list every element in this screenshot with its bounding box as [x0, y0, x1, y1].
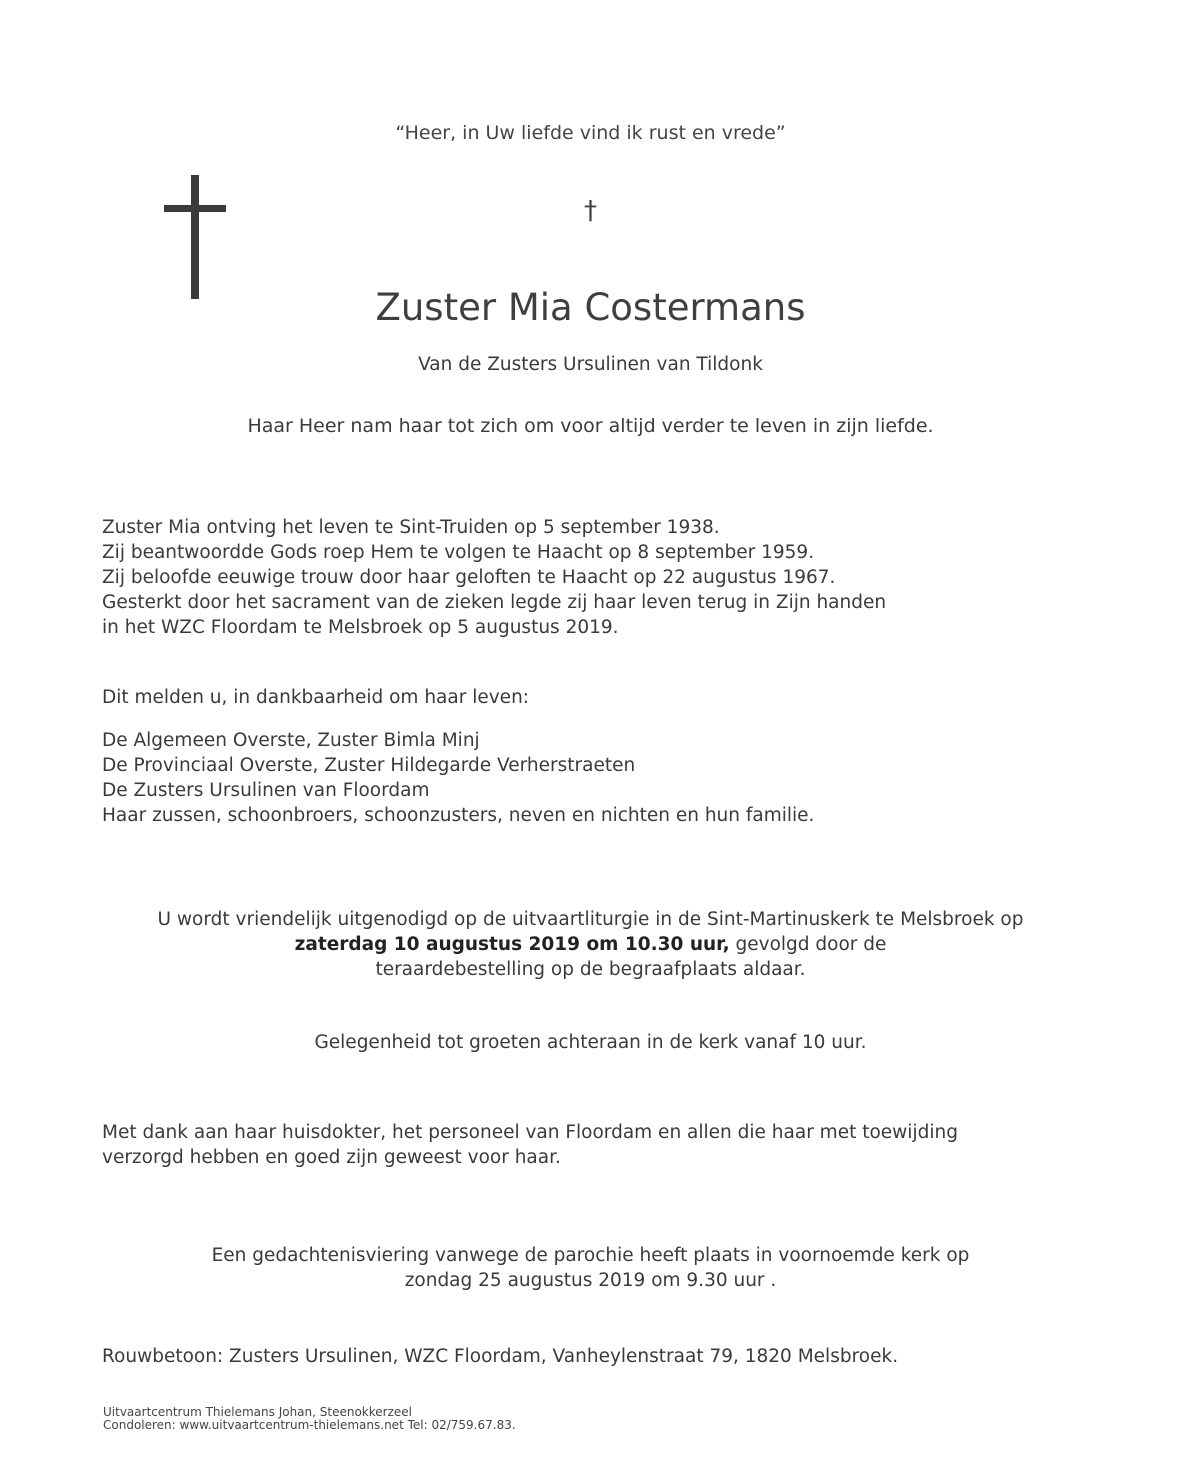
condolence-address: Rouwbetoon: Zusters Ursulinen, WZC Floordam, Vanheylenstraat 79, 1820 Melsbroek.: [102, 1346, 899, 1367]
deceased-name: Zuster Mia Costermans: [375, 286, 806, 329]
funeral-invitation: [0, 907, 1181, 982]
motto-line: Haar Heer nam haar tot zich om voor altijd verder te leven in zijn liefde.: [247, 415, 934, 437]
invitation-line: teraardebestelling op de begraafplaats aldaar.: [375, 959, 806, 980]
invitation-continuation: gevolgd door de: [729, 934, 887, 955]
thanks-line: Met dank aan haar huisdokter, het personeel van Floordam en allen die haar met toewijding: [102, 1122, 958, 1143]
funeral-home: Uitvaartcentrum Thielemans Johan, Steenokkerzeel: [103, 1405, 412, 1419]
opening-quote: “Heer, in Uw liefde vind ik rust en vrede”: [395, 122, 786, 144]
latin-cross-icon: [164, 175, 226, 299]
bio-line: Zij beantwoordde Gods roep Hem te volgen te Haacht op 8 september 1959.: [102, 542, 815, 563]
small-cross-symbol: †: [584, 196, 597, 226]
greeting-info: Gelegenheid tot groeten achteraan in de kerk vanaf 10 uur.: [314, 1032, 867, 1053]
bio-line: Zuster Mia ontving het leven te Sint-Truiden op 5 september 1938.: [102, 517, 720, 538]
announcement: Dit melden u, in dankbaarheid om haar leven:: [102, 687, 530, 708]
memorial-service: [0, 1243, 1181, 1293]
bio-line: Gesterkt door het sacrament van de zieken legde zij haar leven terug in Zijn handen: [102, 592, 887, 613]
mourners-list: [102, 728, 814, 828]
invitation-line: U wordt vriendelijk uitgenodigd op de uitvaartliturgie in de Sint-Martinuskerk te Melsbroek op: [157, 909, 1024, 930]
invitation-line: [0, 932, 1181, 957]
religious-order: Van de Zusters Ursulinen van Tildonk: [418, 354, 763, 375]
memorial-line: Een gedachtenisviering vanwege de parochie heeft plaats in voornoemde kerk op: [211, 1245, 970, 1266]
memorial-line: zondag 25 augustus 2019 om 9.30 uur .: [404, 1270, 777, 1291]
mourner-line: De Provinciaal Overste, Zuster Hildegarde Verherstraeten: [102, 755, 636, 776]
condolence-contact: Condoleren: www.uitvaartcentrum-thielemans.net Tel: 02/759.67.83.: [103, 1418, 516, 1432]
mourner-line: Haar zussen, schoonbroers, schoonzusters, neven en nichten en hun familie.: [102, 805, 815, 826]
bio-line: in het WZC Floordam te Melsbroek op 5 augustus 2019.: [102, 617, 619, 638]
biography: [102, 515, 886, 640]
bio-line: Zij beloofde eeuwige trouw door haar geloften te Haacht op 22 augustus 1967.: [102, 567, 836, 588]
footer: [103, 1406, 516, 1432]
funeral-date: zaterdag 10 augustus 2019 om 10.30 uur,: [294, 934, 730, 955]
mourner-line: De Algemeen Overste, Zuster Bimla Minj: [102, 730, 480, 751]
mourner-line: De Zusters Ursulinen van Floordam: [102, 780, 430, 801]
thanks-line: verzorgd hebben en goed zijn geweest voor haar.: [102, 1147, 561, 1168]
thanks-note: [102, 1120, 958, 1170]
